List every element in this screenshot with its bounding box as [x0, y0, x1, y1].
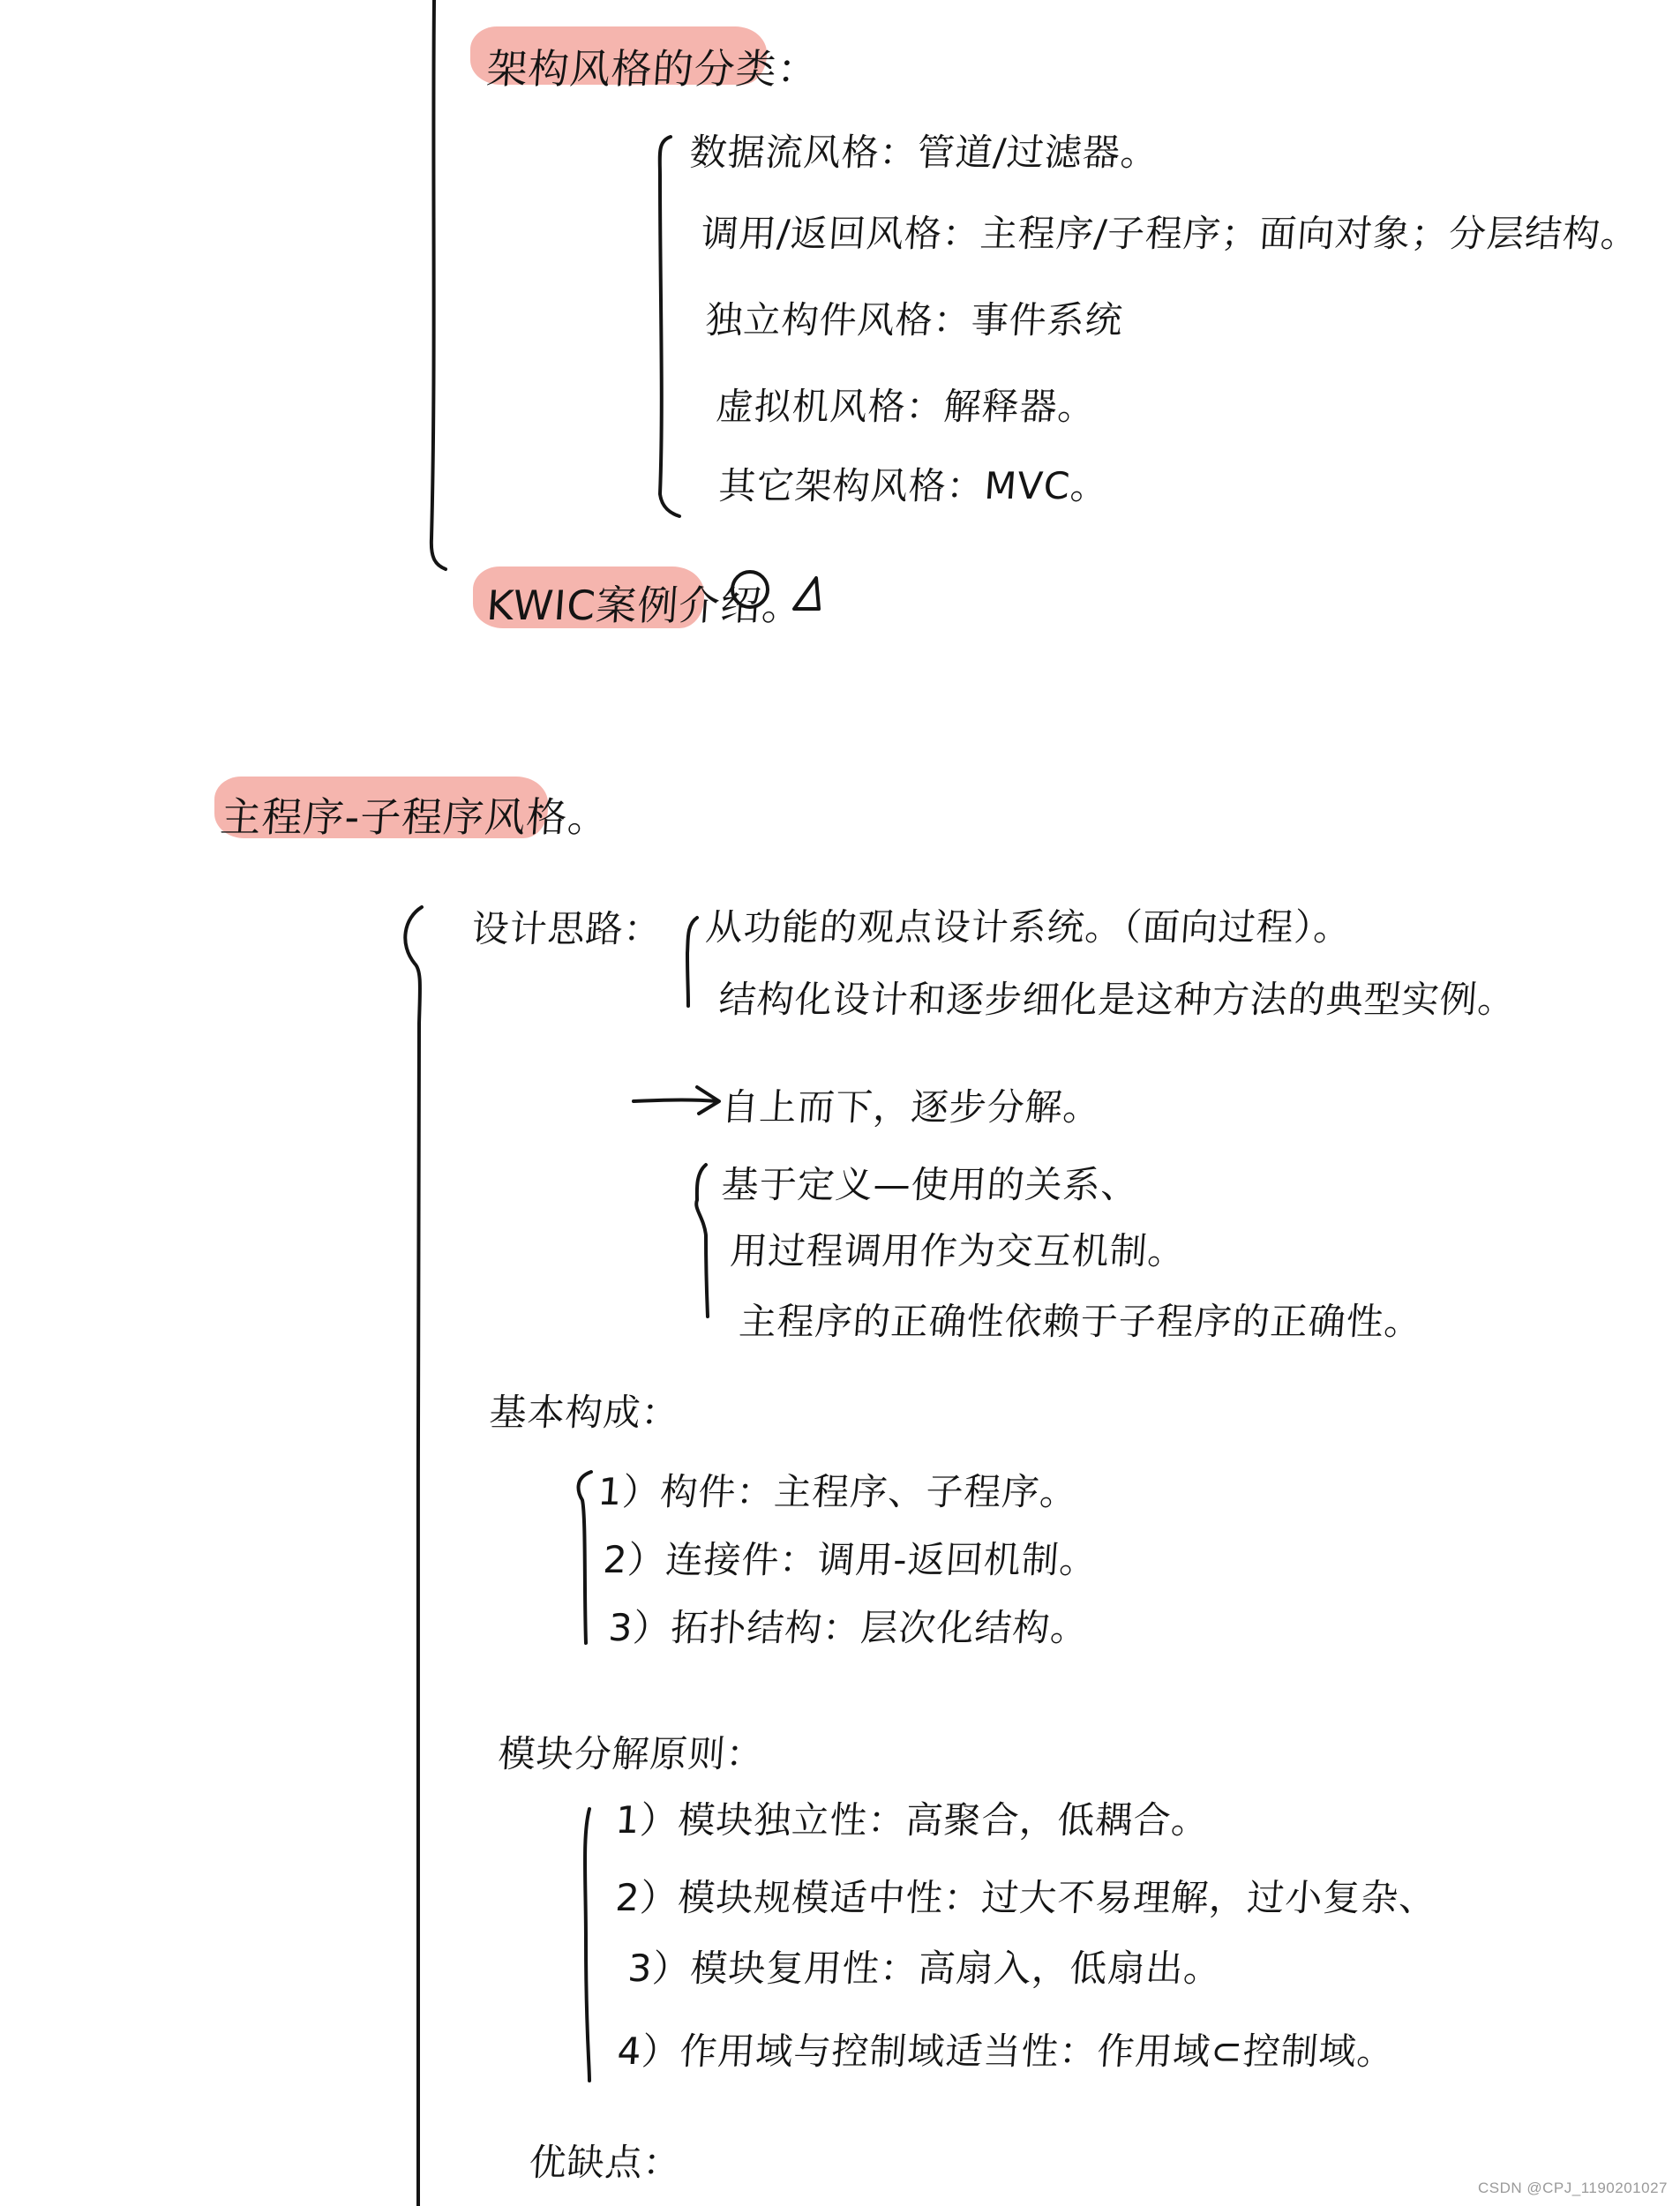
brace — [660, 137, 679, 516]
design-line: 从功能的观点设计系统。（面向过程）。 — [704, 905, 1354, 949]
style-item: 虚拟机风格：解释器。 — [715, 385, 1098, 428]
design-point: 用过程调用作为交互机制。 — [729, 1229, 1188, 1272]
composition-item: 3）拓扑结构：层次化结构。 — [607, 1606, 1091, 1649]
module-item: 4）作用域与控制域适当性：作用域⊂控制域。 — [616, 2030, 1397, 2073]
brace — [687, 918, 697, 1006]
section-line — [431, 0, 446, 569]
kwic-heading: KWIC案例介绍。 — [484, 582, 806, 629]
arrow-line — [634, 1100, 716, 1102]
style-item: 其它架构风格：MVC。 — [717, 464, 1110, 507]
design-point: 主程序的正确性依赖于子程序的正确性。 — [738, 1300, 1424, 1343]
section-heading: 架构风格的分类： — [484, 45, 821, 93]
module-item: 1）模块独立性：高聚合，低耦合。 — [614, 1798, 1211, 1842]
design-point: 基于定义—使用的关系、 — [720, 1163, 1141, 1206]
section-line — [405, 907, 422, 2206]
design-line: 结构化设计和逐步细化是这种方法的典型实例。 — [717, 978, 1518, 1021]
brace — [585, 1809, 589, 2081]
modules-label: 模块分解原则： — [497, 1732, 766, 1775]
style-item: 数据流风格：管道/过滤器。 — [688, 131, 1160, 174]
design-label: 设计思路： — [470, 907, 664, 950]
composition-item: 1）构件：主程序、子程序。 — [596, 1470, 1080, 1513]
style-item: 独立构件风格：事件系统 — [704, 298, 1125, 341]
pros-cons-label: 优缺点： — [528, 2141, 683, 2184]
composition-item: 2）连接件：调用-返回机制。 — [602, 1538, 1099, 1581]
arrow-text: 自上而下，逐步分解。 — [720, 1085, 1103, 1129]
composition-label: 基本构成： — [488, 1391, 681, 1434]
section-heading: 主程序-子程序风格。 — [218, 793, 611, 841]
brace — [579, 1472, 591, 1643]
watermark: CSDN @CPJ_1190201027 — [1477, 2180, 1668, 2196]
module-item: 3）模块复用性：高扇入，低扇出。 — [626, 1947, 1224, 1990]
brace — [696, 1165, 708, 1317]
style-item: 调用/返回风格：主程序/子程序；面向对象；分层结构。 — [700, 212, 1640, 255]
module-item: 2）模块规模适中性：过大不易理解，过小复杂、 — [614, 1876, 1439, 1919]
